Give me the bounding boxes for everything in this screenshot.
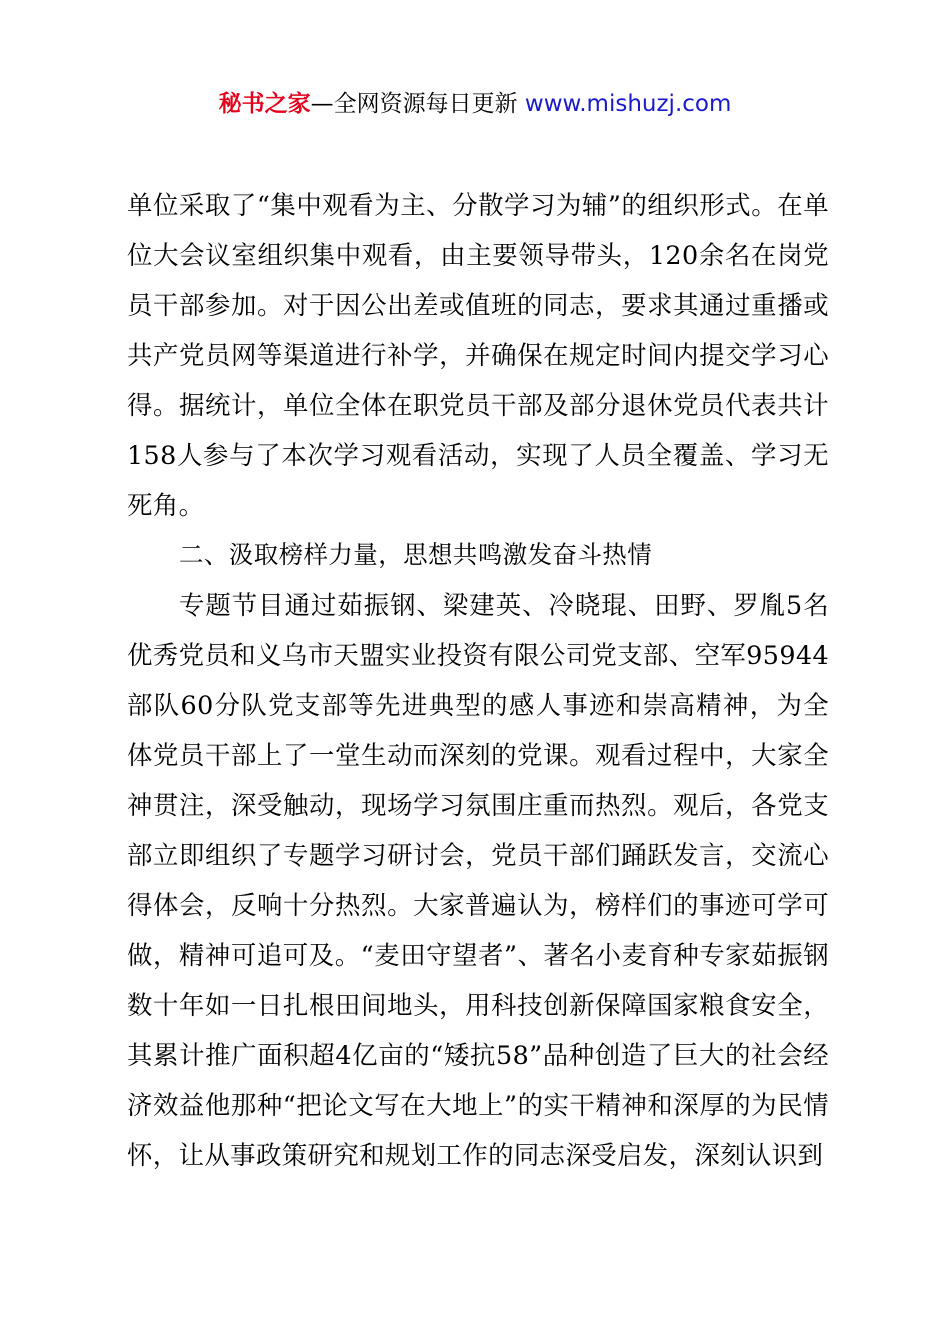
document-body xyxy=(127,180,829,1180)
site-tagline: —全网资源每日更新 xyxy=(310,91,525,117)
site-header xyxy=(0,88,950,120)
paragraph-role-models: 专题节目通过茹振钢、梁建英、冷晓琨、田野、罗胤5名优秀党员和义乌市天盟实业投资有限公司党支部、空军95944部队60分队党支部等先进典型的感人事迹和崇高精神，为全体党员干部上了一堂生动而深刻的党课。观看过程中，大家全神贯注，深受触动，现场学习氛围庄重而热烈。观后，各党支部立即组织了专题学习研讨会，党员干部们踊跃发言，交流心得体会，反响十分热烈。大家普遍认为，榜样们的事迹可学可做，精神可追可及。“麦田守望者”、著名小麦育种专家茹振钢数十年如一日扎根田间地头，用科技创新保障国家粮食安全，其累计推广面积超4亿亩的“矮抗58”品种创造了巨大的社会经济效益他那种“把论文写在大地上”的实干精神和深厚的为民情怀，让从事政策研究和规划工作的同志深受启发，深刻认识到 xyxy=(127,590,829,1170)
site-url-link[interactable]: www.mishuzj.com xyxy=(524,91,732,117)
paragraph-organization: 单位采取了“集中观看为主、分散学习为辅”的组织形式。在单位大会议室组织集中观看，由主要领导带头，120余名在岗党员干部参加。对于因公出差或值班的同志，要求其通过重播或共产党员网等渠道进行补学，并确保在规定时间内提交学习心得。据统计，单位全体在职党员干部及部分退休党员代表共计158人参与了本次学习观看活动，实现了人员全覆盖、学习无死角。 xyxy=(127,190,829,520)
site-brand: 秘书之家 xyxy=(218,91,311,117)
section-heading-2: 二、汲取榜样力量，思想共鸣激发奋斗热情 xyxy=(179,540,653,569)
